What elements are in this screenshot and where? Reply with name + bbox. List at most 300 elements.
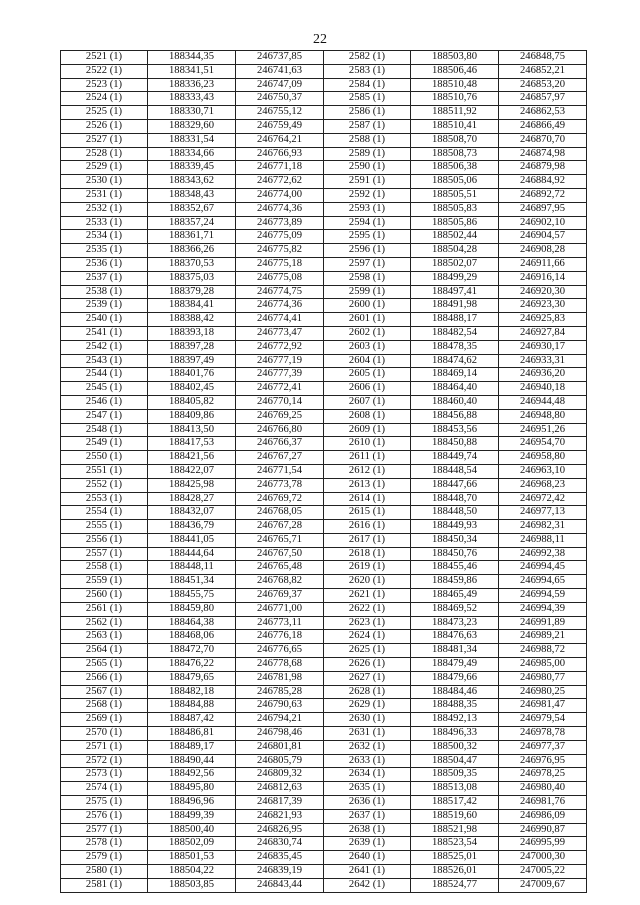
x-coordinate-cell: 188476,22 [148, 658, 236, 672]
x-coordinate-cell: 188448,54 [411, 464, 499, 478]
y-coordinate-cell: 246951,26 [499, 423, 587, 437]
y-coordinate-cell: 246994,65 [499, 575, 587, 589]
point-id-cell: 2633 (1) [324, 754, 411, 768]
point-id-cell: 2533 (1) [61, 216, 148, 230]
table-row [61, 865, 587, 879]
point-id-cell: 2535 (1) [61, 244, 148, 258]
x-coordinate-cell: 188425,98 [148, 478, 236, 492]
y-coordinate-cell: 246766,93 [236, 147, 324, 161]
point-id-cell: 2570 (1) [61, 727, 148, 741]
point-id-cell: 2562 (1) [61, 616, 148, 630]
table-row [61, 92, 587, 106]
y-coordinate-cell: 246765,71 [236, 533, 324, 547]
x-coordinate-cell: 188450,88 [411, 437, 499, 451]
point-id-cell: 2609 (1) [324, 423, 411, 437]
table-row [61, 713, 587, 727]
y-coordinate-cell: 246750,37 [236, 92, 324, 106]
table-row [61, 271, 587, 285]
x-coordinate-cell: 188500,40 [148, 823, 236, 837]
x-coordinate-cell: 188370,53 [148, 257, 236, 271]
point-id-cell: 2550 (1) [61, 451, 148, 465]
x-coordinate-cell: 188448,11 [148, 561, 236, 575]
point-id-cell: 2525 (1) [61, 106, 148, 120]
table-row [61, 630, 587, 644]
point-id-cell: 2637 (1) [324, 809, 411, 823]
x-coordinate-cell: 188397,28 [148, 340, 236, 354]
coordinates-table [60, 50, 587, 893]
point-id-cell: 2576 (1) [61, 809, 148, 823]
y-coordinate-cell: 246897,95 [499, 202, 587, 216]
x-coordinate-cell: 188501,53 [148, 851, 236, 865]
y-coordinate-cell: 246839,19 [236, 865, 324, 879]
x-coordinate-cell: 188489,17 [148, 740, 236, 754]
point-id-cell: 2605 (1) [324, 368, 411, 382]
point-id-cell: 2536 (1) [61, 257, 148, 271]
y-coordinate-cell: 246774,00 [236, 188, 324, 202]
point-id-cell: 2592 (1) [324, 188, 411, 202]
x-coordinate-cell: 188504,28 [411, 244, 499, 258]
x-coordinate-cell: 188444,64 [148, 547, 236, 561]
y-coordinate-cell: 246769,37 [236, 589, 324, 603]
point-id-cell: 2635 (1) [324, 782, 411, 796]
y-coordinate-cell: 246995,99 [499, 837, 587, 851]
point-id-cell: 2568 (1) [61, 699, 148, 713]
point-id-cell: 2544 (1) [61, 368, 148, 382]
point-id-cell: 2621 (1) [324, 589, 411, 603]
point-id-cell: 2583 (1) [324, 64, 411, 78]
y-coordinate-cell: 246775,18 [236, 257, 324, 271]
x-coordinate-cell: 188506,38 [411, 161, 499, 175]
y-coordinate-cell: 246785,28 [236, 685, 324, 699]
point-id-cell: 2549 (1) [61, 437, 148, 451]
y-coordinate-cell: 246977,37 [499, 740, 587, 754]
table-row [61, 451, 587, 465]
y-coordinate-cell: 246994,59 [499, 589, 587, 603]
point-id-cell: 2642 (1) [324, 878, 411, 892]
point-id-cell: 2614 (1) [324, 492, 411, 506]
y-coordinate-cell: 246992,38 [499, 547, 587, 561]
y-coordinate-cell: 246771,54 [236, 464, 324, 478]
point-id-cell: 2537 (1) [61, 271, 148, 285]
point-id-cell: 2634 (1) [324, 768, 411, 782]
table-row [61, 202, 587, 216]
point-id-cell: 2572 (1) [61, 754, 148, 768]
y-coordinate-cell: 246994,45 [499, 561, 587, 575]
y-coordinate-cell: 246769,25 [236, 409, 324, 423]
point-id-cell: 2573 (1) [61, 768, 148, 782]
y-coordinate-cell: 246774,41 [236, 313, 324, 327]
x-coordinate-cell: 188521,98 [411, 823, 499, 837]
y-coordinate-cell: 246944,48 [499, 395, 587, 409]
x-coordinate-cell: 188511,92 [411, 106, 499, 120]
point-id-cell: 2603 (1) [324, 340, 411, 354]
point-id-cell: 2631 (1) [324, 727, 411, 741]
point-id-cell: 2618 (1) [324, 547, 411, 561]
y-coordinate-cell: 246902,10 [499, 216, 587, 230]
point-id-cell: 2624 (1) [324, 630, 411, 644]
point-id-cell: 2612 (1) [324, 464, 411, 478]
x-coordinate-cell: 188413,50 [148, 423, 236, 437]
y-coordinate-cell: 246936,20 [499, 368, 587, 382]
x-coordinate-cell: 188499,29 [411, 271, 499, 285]
x-coordinate-cell: 188361,71 [148, 230, 236, 244]
x-coordinate-cell: 188409,86 [148, 409, 236, 423]
y-coordinate-cell: 246843,44 [236, 878, 324, 892]
y-coordinate-cell: 246775,09 [236, 230, 324, 244]
point-id-cell: 2578 (1) [61, 837, 148, 851]
point-id-cell: 2528 (1) [61, 147, 148, 161]
x-coordinate-cell: 188397,49 [148, 354, 236, 368]
point-id-cell: 2548 (1) [61, 423, 148, 437]
point-id-cell: 2630 (1) [324, 713, 411, 727]
table-row [61, 878, 587, 892]
x-coordinate-cell: 188487,42 [148, 713, 236, 727]
x-coordinate-cell: 188510,41 [411, 119, 499, 133]
x-coordinate-cell: 188468,06 [148, 630, 236, 644]
x-coordinate-cell: 188366,26 [148, 244, 236, 258]
point-id-cell: 2521 (1) [61, 51, 148, 65]
point-id-cell: 2571 (1) [61, 740, 148, 754]
y-coordinate-cell: 246794,21 [236, 713, 324, 727]
table-row [61, 727, 587, 741]
x-coordinate-cell: 188484,88 [148, 699, 236, 713]
point-id-cell: 2639 (1) [324, 837, 411, 851]
table-row [61, 340, 587, 354]
table-row [61, 478, 587, 492]
x-coordinate-cell: 188402,45 [148, 382, 236, 396]
table-row [61, 644, 587, 658]
point-id-cell: 2553 (1) [61, 492, 148, 506]
point-id-cell: 2532 (1) [61, 202, 148, 216]
x-coordinate-cell: 188496,96 [148, 796, 236, 810]
point-id-cell: 2619 (1) [324, 561, 411, 575]
point-id-cell: 2551 (1) [61, 464, 148, 478]
y-coordinate-cell: 246991,89 [499, 616, 587, 630]
table-row [61, 533, 587, 547]
table-row [61, 658, 587, 672]
x-coordinate-cell: 188352,67 [148, 202, 236, 216]
point-id-cell: 2543 (1) [61, 354, 148, 368]
x-coordinate-cell: 188479,65 [148, 671, 236, 685]
page-number: 22 [313, 32, 327, 47]
y-coordinate-cell: 246764,21 [236, 133, 324, 147]
y-coordinate-cell: 246755,12 [236, 106, 324, 120]
table-row [61, 119, 587, 133]
point-id-cell: 2541 (1) [61, 326, 148, 340]
y-coordinate-cell: 246776,65 [236, 644, 324, 658]
y-coordinate-cell: 246988,72 [499, 644, 587, 658]
point-id-cell: 2546 (1) [61, 395, 148, 409]
point-id-cell: 2567 (1) [61, 685, 148, 699]
table-row [61, 299, 587, 313]
y-coordinate-cell: 246767,50 [236, 547, 324, 561]
table-row [61, 464, 587, 478]
x-coordinate-cell: 188502,07 [411, 257, 499, 271]
x-coordinate-cell: 188504,47 [411, 754, 499, 768]
point-id-cell: 2587 (1) [324, 119, 411, 133]
x-coordinate-cell: 188495,80 [148, 782, 236, 796]
y-coordinate-cell: 246986,09 [499, 809, 587, 823]
table-row [61, 589, 587, 603]
y-coordinate-cell: 246923,30 [499, 299, 587, 313]
x-coordinate-cell: 188348,43 [148, 188, 236, 202]
x-coordinate-cell: 188492,13 [411, 713, 499, 727]
point-id-cell: 2640 (1) [324, 851, 411, 865]
point-id-cell: 2615 (1) [324, 506, 411, 520]
x-coordinate-cell: 188333,43 [148, 92, 236, 106]
x-coordinate-cell: 188506,46 [411, 64, 499, 78]
x-coordinate-cell: 188502,09 [148, 837, 236, 851]
point-id-cell: 2556 (1) [61, 533, 148, 547]
point-id-cell: 2596 (1) [324, 244, 411, 258]
table-row [61, 616, 587, 630]
table-row [61, 354, 587, 368]
point-id-cell: 2579 (1) [61, 851, 148, 865]
point-id-cell: 2539 (1) [61, 299, 148, 313]
table-row [61, 395, 587, 409]
y-coordinate-cell: 246812,63 [236, 782, 324, 796]
x-coordinate-cell: 188341,51 [148, 64, 236, 78]
point-id-cell: 2628 (1) [324, 685, 411, 699]
y-coordinate-cell: 246954,70 [499, 437, 587, 451]
point-id-cell: 2552 (1) [61, 478, 148, 492]
x-coordinate-cell: 188478,35 [411, 340, 499, 354]
y-coordinate-cell: 246777,19 [236, 354, 324, 368]
point-id-cell: 2545 (1) [61, 382, 148, 396]
point-id-cell: 2577 (1) [61, 823, 148, 837]
x-coordinate-cell: 188455,46 [411, 561, 499, 575]
point-id-cell: 2581 (1) [61, 878, 148, 892]
x-coordinate-cell: 188448,50 [411, 506, 499, 520]
point-id-cell: 2625 (1) [324, 644, 411, 658]
y-coordinate-cell: 246798,46 [236, 727, 324, 741]
y-coordinate-cell: 246766,37 [236, 437, 324, 451]
x-coordinate-cell: 188491,98 [411, 299, 499, 313]
y-coordinate-cell: 246790,63 [236, 699, 324, 713]
y-coordinate-cell: 246774,36 [236, 202, 324, 216]
x-coordinate-cell: 188510,76 [411, 92, 499, 106]
y-coordinate-cell: 246781,98 [236, 671, 324, 685]
y-coordinate-cell: 246904,57 [499, 230, 587, 244]
y-coordinate-cell: 247009,67 [499, 878, 587, 892]
x-coordinate-cell: 188455,75 [148, 589, 236, 603]
table-row [61, 147, 587, 161]
x-coordinate-cell: 188482,54 [411, 326, 499, 340]
table-row [61, 782, 587, 796]
x-coordinate-cell: 188508,73 [411, 147, 499, 161]
x-coordinate-cell: 188502,44 [411, 230, 499, 244]
table-row [61, 409, 587, 423]
y-coordinate-cell: 246776,18 [236, 630, 324, 644]
x-coordinate-cell: 188330,71 [148, 106, 236, 120]
y-coordinate-cell: 246772,62 [236, 175, 324, 189]
x-coordinate-cell: 188379,28 [148, 285, 236, 299]
point-id-cell: 2620 (1) [324, 575, 411, 589]
y-coordinate-cell: 246870,70 [499, 133, 587, 147]
y-coordinate-cell: 246778,68 [236, 658, 324, 672]
y-coordinate-cell: 246874,98 [499, 147, 587, 161]
table-row [61, 230, 587, 244]
x-coordinate-cell: 188524,77 [411, 878, 499, 892]
y-coordinate-cell: 246892,72 [499, 188, 587, 202]
x-coordinate-cell: 188422,07 [148, 464, 236, 478]
x-coordinate-cell: 188525,01 [411, 851, 499, 865]
x-coordinate-cell: 188450,76 [411, 547, 499, 561]
y-coordinate-cell: 246982,31 [499, 520, 587, 534]
point-id-cell: 2561 (1) [61, 602, 148, 616]
point-id-cell: 2632 (1) [324, 740, 411, 754]
y-coordinate-cell: 246927,84 [499, 326, 587, 340]
x-coordinate-cell: 188343,62 [148, 175, 236, 189]
x-coordinate-cell: 188459,80 [148, 602, 236, 616]
x-coordinate-cell: 188428,27 [148, 492, 236, 506]
y-coordinate-cell: 246774,75 [236, 285, 324, 299]
table-row [61, 520, 587, 534]
table-row [61, 671, 587, 685]
table-row [61, 423, 587, 437]
y-coordinate-cell: 246772,92 [236, 340, 324, 354]
table-row [61, 64, 587, 78]
x-coordinate-cell: 188432,07 [148, 506, 236, 520]
y-coordinate-cell: 246826,95 [236, 823, 324, 837]
point-id-cell: 2610 (1) [324, 437, 411, 451]
y-coordinate-cell: 246980,77 [499, 671, 587, 685]
y-coordinate-cell: 246768,05 [236, 506, 324, 520]
y-coordinate-cell: 246981,76 [499, 796, 587, 810]
table-row [61, 575, 587, 589]
y-coordinate-cell: 246977,13 [499, 506, 587, 520]
point-id-cell: 2598 (1) [324, 271, 411, 285]
x-coordinate-cell: 188513,08 [411, 782, 499, 796]
table-row [61, 285, 587, 299]
x-coordinate-cell: 188334,66 [148, 147, 236, 161]
table-row [61, 106, 587, 120]
y-coordinate-cell: 246801,81 [236, 740, 324, 754]
y-coordinate-cell: 246767,27 [236, 451, 324, 465]
y-coordinate-cell: 246759,49 [236, 119, 324, 133]
point-id-cell: 2542 (1) [61, 340, 148, 354]
point-id-cell: 2604 (1) [324, 354, 411, 368]
x-coordinate-cell: 188451,34 [148, 575, 236, 589]
y-coordinate-cell: 246916,14 [499, 271, 587, 285]
point-id-cell: 2524 (1) [61, 92, 148, 106]
coordinates-table-body [61, 51, 587, 893]
x-coordinate-cell: 188405,82 [148, 395, 236, 409]
x-coordinate-cell: 188505,06 [411, 175, 499, 189]
y-coordinate-cell: 246990,87 [499, 823, 587, 837]
x-coordinate-cell: 188339,45 [148, 161, 236, 175]
x-coordinate-cell: 188497,41 [411, 285, 499, 299]
x-coordinate-cell: 188329,60 [148, 119, 236, 133]
point-id-cell: 2599 (1) [324, 285, 411, 299]
x-coordinate-cell: 188450,34 [411, 533, 499, 547]
x-coordinate-cell: 188526,01 [411, 865, 499, 879]
x-coordinate-cell: 188486,81 [148, 727, 236, 741]
x-coordinate-cell: 188465,49 [411, 589, 499, 603]
y-coordinate-cell: 246853,20 [499, 78, 587, 92]
table-row [61, 768, 587, 782]
table-row [61, 809, 587, 823]
point-id-cell: 2623 (1) [324, 616, 411, 630]
table-row [61, 161, 587, 175]
x-coordinate-cell: 188504,22 [148, 865, 236, 879]
x-coordinate-cell: 188474,62 [411, 354, 499, 368]
point-id-cell: 2626 (1) [324, 658, 411, 672]
x-coordinate-cell: 188449,74 [411, 451, 499, 465]
x-coordinate-cell: 188456,88 [411, 409, 499, 423]
x-coordinate-cell: 188488,17 [411, 313, 499, 327]
point-id-cell: 2538 (1) [61, 285, 148, 299]
x-coordinate-cell: 188417,53 [148, 437, 236, 451]
table-row [61, 699, 587, 713]
x-coordinate-cell: 188505,86 [411, 216, 499, 230]
y-coordinate-cell: 246773,89 [236, 216, 324, 230]
point-id-cell: 2600 (1) [324, 299, 411, 313]
table-row [61, 547, 587, 561]
y-coordinate-cell: 246852,21 [499, 64, 587, 78]
table-row [61, 754, 587, 768]
table-row [61, 740, 587, 754]
y-coordinate-cell: 246774,36 [236, 299, 324, 313]
y-coordinate-cell: 246958,80 [499, 451, 587, 465]
x-coordinate-cell: 188482,18 [148, 685, 236, 699]
x-coordinate-cell: 188448,70 [411, 492, 499, 506]
point-id-cell: 2580 (1) [61, 865, 148, 879]
point-id-cell: 2564 (1) [61, 644, 148, 658]
point-id-cell: 2547 (1) [61, 409, 148, 423]
point-id-cell: 2531 (1) [61, 188, 148, 202]
y-coordinate-cell: 246747,09 [236, 78, 324, 92]
x-coordinate-cell: 188503,80 [411, 51, 499, 65]
x-coordinate-cell: 188488,35 [411, 699, 499, 713]
point-id-cell: 2589 (1) [324, 147, 411, 161]
x-coordinate-cell: 188496,33 [411, 727, 499, 741]
y-coordinate-cell: 246940,18 [499, 382, 587, 396]
x-coordinate-cell: 188447,66 [411, 478, 499, 492]
point-id-cell: 2595 (1) [324, 230, 411, 244]
x-coordinate-cell: 188388,42 [148, 313, 236, 327]
table-row [61, 382, 587, 396]
x-coordinate-cell: 188517,42 [411, 796, 499, 810]
y-coordinate-cell: 246862,53 [499, 106, 587, 120]
point-id-cell: 2529 (1) [61, 161, 148, 175]
y-coordinate-cell: 246978,25 [499, 768, 587, 782]
x-coordinate-cell: 188519,60 [411, 809, 499, 823]
point-id-cell: 2527 (1) [61, 133, 148, 147]
y-coordinate-cell: 246980,25 [499, 685, 587, 699]
y-coordinate-cell: 247000,30 [499, 851, 587, 865]
table-row [61, 133, 587, 147]
point-id-cell: 2601 (1) [324, 313, 411, 327]
point-id-cell: 2616 (1) [324, 520, 411, 534]
y-coordinate-cell: 246988,11 [499, 533, 587, 547]
point-id-cell: 2593 (1) [324, 202, 411, 216]
y-coordinate-cell: 246775,08 [236, 271, 324, 285]
y-coordinate-cell: 246770,14 [236, 395, 324, 409]
point-id-cell: 2557 (1) [61, 547, 148, 561]
point-id-cell: 2588 (1) [324, 133, 411, 147]
y-coordinate-cell: 246768,82 [236, 575, 324, 589]
table-row [61, 368, 587, 382]
x-coordinate-cell: 188505,51 [411, 188, 499, 202]
point-id-cell: 2530 (1) [61, 175, 148, 189]
y-coordinate-cell: 246771,18 [236, 161, 324, 175]
y-coordinate-cell: 246976,95 [499, 754, 587, 768]
y-coordinate-cell: 246848,75 [499, 51, 587, 65]
y-coordinate-cell: 246809,32 [236, 768, 324, 782]
y-coordinate-cell: 246866,49 [499, 119, 587, 133]
x-coordinate-cell: 188484,46 [411, 685, 499, 699]
